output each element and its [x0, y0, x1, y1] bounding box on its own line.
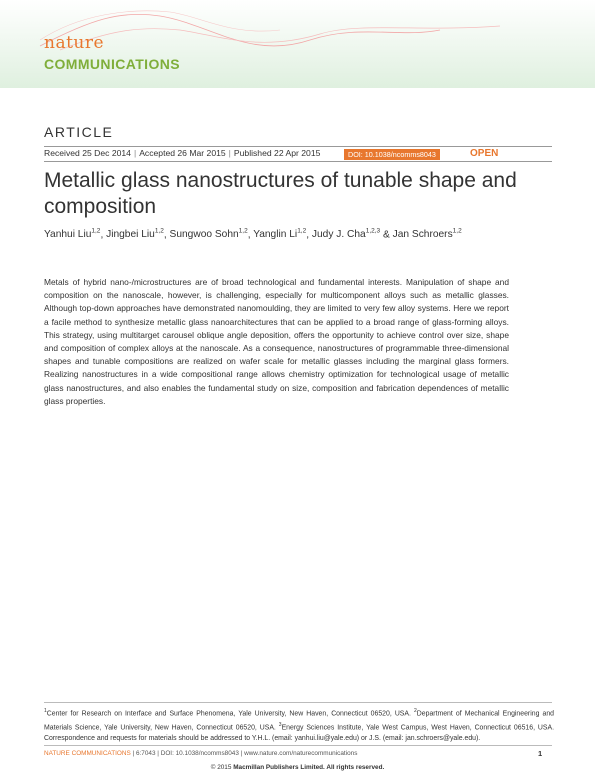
- logo-communications: COMMUNICATIONS: [44, 56, 180, 72]
- author-5[interactable]: Judy J. Cha$^{1,2,3}$: [311, 228, 381, 241]
- abstract-text: Metals of hybrid nano-/microstructures are of broad technological and fundamental interests. Manipulation of shape and composition on the nanoscale, however, is challenging, especially for multicomponent alloys such as metallic glasses. Although top-down approaches have demonstrated nanomoulding, they are limited to very few alloy systems. Here we report a facile method to synthesize metallic glass nanoarchitectures that can be applied to a broad range of glass-forming alloys. This strategy, using multitarget carousel oblique angle deposition, offers the opportunity to achieve control over size, shape and composition of complex alloys at the nanoscale. As a consequence, nanostructures of programmable three-dimensional shapes and tunable compositions are realized on wafer scale for metallic glasses including the marginal glass formers. Realizing nanostructures in a wide compositional range allows chemistry optimization for technological usage of metallic glass nanostructures, and also enables the fundamental study on size, composition and fabrication dependences of metallic glass properties.: [44, 277, 509, 406]
- journal-banner: [0, 0, 595, 88]
- author-3[interactable]: Sungwoo Sohn$^{1,2}$: [169, 228, 248, 241]
- author-6[interactable]: Jan Schroers$^{1,2}$: [392, 228, 462, 241]
- logo-nature: nature: [44, 33, 105, 53]
- footer-journal-name: NATURE COMMUNICATIONS: [44, 750, 131, 757]
- article-dates: Received 25 Dec 2014 | Accepted 26 Mar 2015 | Published 22 Apr 2015: [44, 148, 321, 158]
- dates-divider-top: [44, 146, 552, 147]
- dates-divider-bottom: [44, 161, 552, 162]
- footer-citation: [44, 750, 357, 757]
- article-title: Metallic glass nanostructures of tunable shape and composition: [44, 169, 517, 218]
- footer-citation-details[interactable]: | 6:7043 | DOI: 10.1038/ncomms8043 | www.nature.com/naturecommunications: [130, 750, 358, 757]
- author-4[interactable]: Yanglin Li$^{1,2}$: [253, 228, 307, 241]
- copyright-notice: © 2015 Macmillan Publishers Limited. All rights reserved.: [210, 764, 385, 771]
- author-2[interactable]: Jingbei Liu$^{1,2}$: [106, 228, 164, 241]
- affiliations-text: $^1$Center for Research on Interface and Surface Phenomena, Yale University, New Haven, Connecticut 06520, USA. $^2$Department of Mechanical Engineering and Materials Science, Yale University, New Haven, Connecticut 06520, USA. $^3$Energy Sciences Institute, Yale West Campus, West Haven, Connecticut 06516, USA. Correspondence and requests for materials should be addressed to Y.H.L. (email: yanhui.liu@yale.edu) or J.S. (email: jan.schroers@yale.edu).: [44, 708, 555, 742]
- accepted-date: Accepted 26 Mar 2015: [139, 148, 226, 158]
- page-number: 1: [538, 749, 543, 758]
- article-type-label: ARTICLE: [44, 124, 114, 140]
- footer-divider: [44, 745, 552, 746]
- published-date: Published 22 Apr 2015: [233, 148, 321, 158]
- author-1[interactable]: Yanhui Liu$^{1,2}$: [44, 228, 101, 241]
- open-access-label: OPEN: [470, 148, 499, 159]
- affiliations-divider: [44, 702, 552, 703]
- author-list: Yanhui Liu$^{1,2}$, Jingbei Liu$^{1,2}$, Sungwoo Sohn$^{1,2}$, Yanglin Li$^{1,2}$, Judy J. Cha$^{1,2,3}$ & Jan Schroers$^{1,2}$: [44, 228, 462, 241]
- received-date: Received 25 Dec 2014: [44, 148, 131, 158]
- doi-badge[interactable]: DOI: 10.1038/ncomms8043: [344, 149, 440, 160]
